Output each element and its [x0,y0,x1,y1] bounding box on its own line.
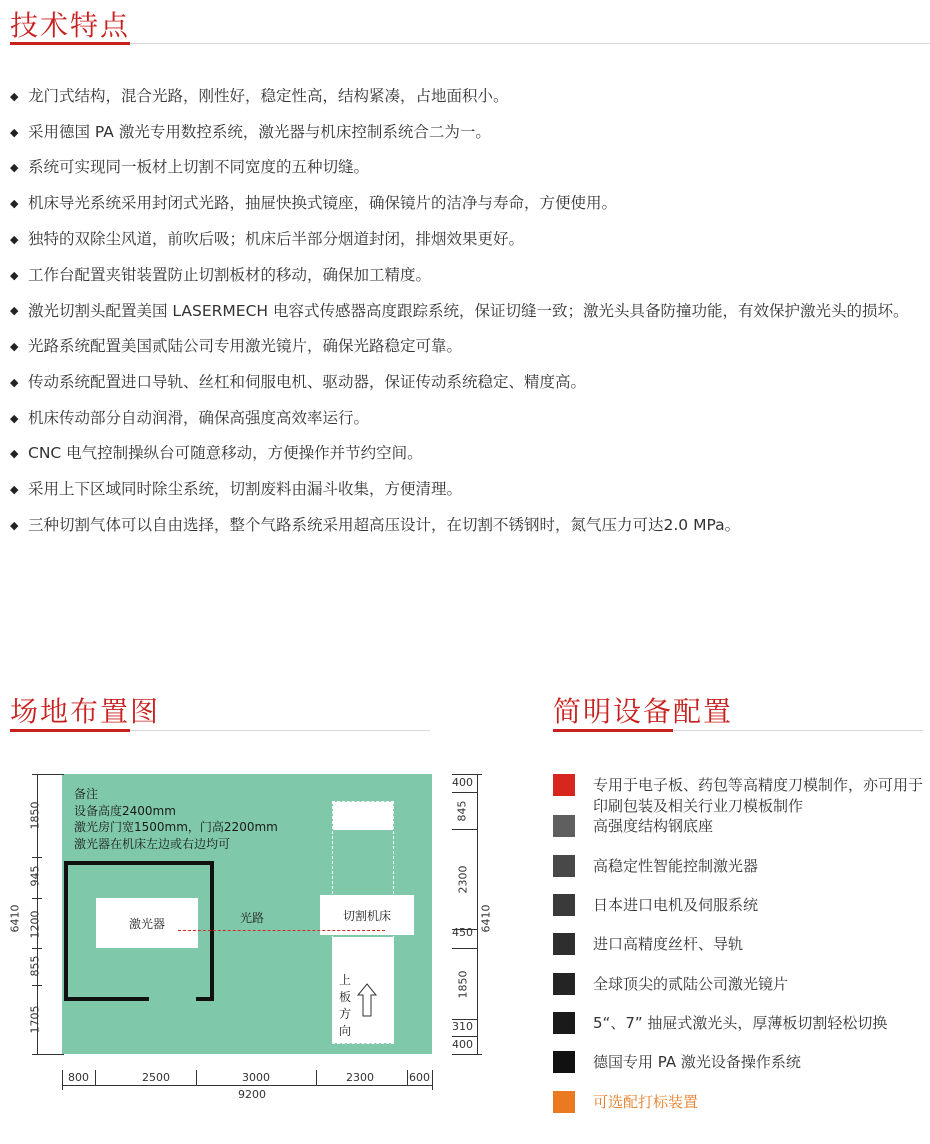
note-line: 激光器在机床左边或右边均可 [74,836,231,851]
feature-item: ◆ 三种切割气体可以自由选择，整个气路系统采用超高压设计，在切割不锈钢时，氮气压力可达2.0 MPa。 [10,508,925,544]
feature-item: ◆ 传动系统配置进口导轨、丝杠和伺服电机、驱动器，保证传动系统稳定、精度高。 [10,365,925,401]
dim-right: 310 [452,1020,473,1033]
dim-left: 1850 [28,801,42,830]
color-swatch [553,894,575,916]
config-title: 简明设备配置 [553,695,734,728]
color-swatch [553,855,575,877]
feature-item: ◆ 机床导光系统采用封闭式光路，抽屉快换式镜座，确保镜片的洁净与寿命，方便使用。 [10,186,925,222]
laser-room-wall [196,997,214,1001]
laser-room-wall [210,861,214,1001]
dim-line-bottom [62,1085,432,1086]
optional-item-text: 可选配打标装置 [593,1093,699,1111]
dim-left-total: 6410 [8,904,22,933]
dim-bottom: 800 [68,1071,89,1084]
dim-left: 855 [28,955,42,977]
laser-room-wall [64,861,214,865]
bullet-icon: ◆ [10,483,19,497]
feature-item: ◆ 光路系统配置美国贰陆公司专用激光镜片，确保光路稳定可靠。 [10,329,925,365]
dim-right: 845 [455,800,469,822]
dim-left: 945 [28,865,42,887]
bullet-icon: ◆ [10,411,19,425]
color-swatch [553,815,575,837]
laser-unit: 激光器 [96,898,198,948]
laser-room-wall [64,997,149,1001]
tech-title-underline [10,43,930,44]
beam-path [178,930,385,931]
color-swatch [553,1051,575,1073]
bullet-icon: ◆ [10,90,19,103]
bullet-icon: ◆ [10,304,19,318]
laser-room-wall [64,861,68,1001]
feature-item: ◆ 独特的双除尘风道，前吹后吸；机床后半部分烟道封闭，排烟效果更好。 [10,222,925,258]
tech-feature-list [10,79,925,543]
bullet-icon: ◆ [10,340,19,354]
dim-bottom: 2300 [346,1071,374,1084]
loading-direction-label: 上 板 方 向 [339,973,352,1038]
dim-right: 2300 [456,865,470,894]
bullet-icon: ◆ [10,197,19,211]
feature-item: ◆ 采用上下区域同时除尘系统，切割废料由漏斗收集，方便清理。 [10,472,925,508]
dim-left: 1200 [28,910,42,939]
bullet-icon: ◆ [10,375,19,389]
dim-line-right [477,774,478,1054]
floor-plan [62,774,432,1054]
color-swatch [553,774,575,796]
bullet-icon: ◆ [10,232,19,246]
bullet-icon: ◆ [10,268,19,282]
dim-left: 1705 [28,1005,42,1034]
color-swatch [553,1091,575,1113]
feature-item: ◆ 工作台配置夹钳装置防止切割板材的移动，确保加工精度。 [10,258,925,294]
dim-bottom: 2500 [142,1071,170,1084]
plan-note [74,786,278,852]
dim-right-total: 6410 [479,904,493,933]
note-line: 设备高度2400mm [74,803,176,818]
tech-title: 技术特点 [10,9,131,42]
cutting-machine: 切割机床 [320,895,414,935]
color-swatch [553,1012,575,1034]
feature-item: ◆ 系统可实现同一板材上切割不同宽度的五种切缝。 [10,150,925,186]
color-swatch [553,973,575,995]
note-line: 激光房门宽1500mm，门高2200mm [74,820,278,834]
dim-right: 450 [452,926,473,939]
feature-item: ◆ CNC 电气控制操纵台可随意移动，方便操作并节约空间。 [10,436,925,472]
dim-bottom-total: 9200 [238,1088,266,1101]
beam-label: 光路 [240,911,265,925]
color-swatch [553,933,575,955]
dim-bottom: 600 [409,1071,430,1084]
note-title: 备注 [74,787,99,801]
layout-title-underline [10,730,430,731]
bullet-icon: ◆ [10,161,19,175]
feature-item: ◆ 激光切割头配置美国 LASERMECH 电容式传感器高度跟踪系统，保证切缝一致；激光头具备防撞功能，有效保护激光头的损坏。 [10,293,925,329]
up-arrow-icon [356,982,378,1018]
feature-item: ◆ 机床传动部分自动润滑，确保高强度高效率运行。 [10,401,925,437]
dim-right: 1850 [456,970,470,999]
layout-title: 场地布置图 [10,695,161,728]
dim-right: 400 [452,776,473,789]
feature-item: ◆ 龙门式结构，混合光路，刚性好，稳定性高，结构紧凑，占地面积小。 [10,79,925,115]
config-title-underline [553,730,923,731]
machine-rail-top [333,802,393,830]
dim-bottom: 3000 [242,1071,270,1084]
bullet-icon: ◆ [10,125,19,139]
bullet-icon: ◆ [10,447,19,461]
bullet-icon: ◆ [10,518,19,532]
dim-right: 400 [452,1038,473,1051]
feature-item: ◆ 采用德国 PA 激光专用数控系统，激光器与机床控制系统合二为一。 [10,115,925,151]
